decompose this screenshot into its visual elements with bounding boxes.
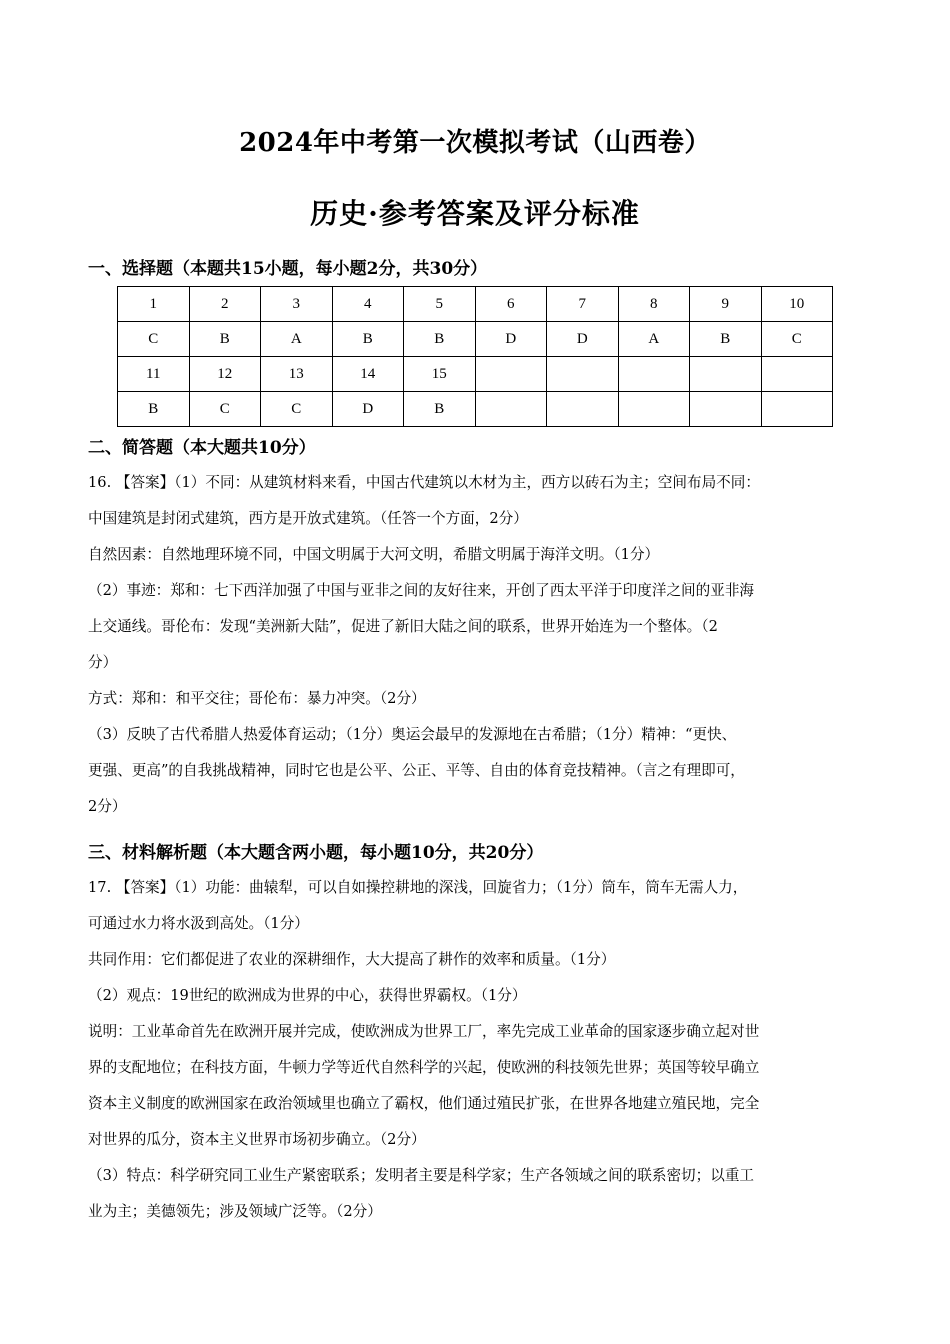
question-number-cell	[690, 357, 762, 392]
answer-line: 分）	[88, 654, 118, 671]
section-2-heading: 二、简答题（本大题共10分）	[88, 438, 316, 458]
question-number-cell: 8	[618, 287, 690, 322]
answer-cell: B	[404, 322, 476, 357]
answer-cell	[547, 392, 619, 427]
answer-cell	[475, 392, 547, 427]
answer-cell: C	[761, 322, 833, 357]
question-number-cell	[618, 357, 690, 392]
question-number-cell	[547, 357, 619, 392]
answer-cell: B	[404, 392, 476, 427]
answer-line: （2）观点：19世纪的欧洲成为世界的中心，获得世界霸权。（1分）	[88, 987, 527, 1004]
question-number-cell: 2	[189, 287, 261, 322]
question-number-cell: 7	[547, 287, 619, 322]
answer-cell: A	[261, 322, 333, 357]
section-3-heading: 三、材料解析题（本大题含两小题，每小题10分，共20分）	[88, 843, 544, 863]
answer-line: （3）反映了古代希腊人热爱体育运动；（1分）奥运会最早的发源地在古希腊；（1分）精神：“更快、	[88, 726, 737, 743]
answer-cell: C	[189, 392, 261, 427]
exam-title: 2024年中考第一次模拟考试（山西卷）	[239, 128, 711, 158]
table-row	[118, 322, 833, 357]
question-16-answer	[88, 465, 863, 825]
question-number-cell: 4	[332, 287, 404, 322]
answer-line: 上交通线。哥伦布：发现“美洲新大陆”，促进了新旧大陆之间的联系，世界开始连为一个整体。（2	[88, 618, 718, 635]
answer-line: 对世界的瓜分，资本主义世界市场初步确立。（2分）	[88, 1131, 426, 1148]
answer-cell: A	[618, 322, 690, 357]
answer-cell: C	[118, 322, 190, 357]
answer-line: 17. 【答案】（1）功能：曲辕犁，可以自如操控耕地的深浅，回旋省力；（1分）筒车，筒车无需人力，	[88, 879, 748, 896]
answer-cell: C	[261, 392, 333, 427]
answer-line: 说明：工业革命首先在欧洲开展并完成，使欧洲成为世界工厂，率先完成工业革命的国家逐步确立起对世	[88, 1023, 760, 1040]
answer-key-subtitle: 历史·参考答案及评分标准	[310, 197, 640, 230]
answer-cell: B	[690, 322, 762, 357]
table-row	[118, 392, 833, 427]
answer-cell: B	[189, 322, 261, 357]
question-number-cell: 14	[332, 357, 404, 392]
answer-line: 共同作用：它们都促进了农业的深耕细作，大大提高了耕作的效率和质量。（1分）	[88, 951, 616, 968]
answer-line: 中国建筑是封闭式建筑，西方是开放式建筑。（任答一个方面，2分）	[88, 510, 528, 527]
answer-line: 自然因素：自然地理环境不同，中国文明属于大河文明，希腊文明属于海洋文明。（1分）	[88, 546, 660, 563]
answer-line: 可通过水力将水汲到高处。（1分）	[88, 915, 309, 932]
question-number-cell: 1	[118, 287, 190, 322]
question-number-cell: 13	[261, 357, 333, 392]
answer-cell: D	[475, 322, 547, 357]
answer-line: （3）特点：科学研究同工业生产紧密联系；发明者主要是科学家；生产各领域之间的联系密切；以重工	[88, 1167, 755, 1184]
answer-line: 2分）	[88, 798, 127, 815]
question-number-cell: 3	[261, 287, 333, 322]
answer-cell: D	[332, 392, 404, 427]
answer-cell	[690, 392, 762, 427]
question-number-cell: 9	[690, 287, 762, 322]
question-number-cell: 11	[118, 357, 190, 392]
question-number-cell: 10	[761, 287, 833, 322]
answer-cell	[618, 392, 690, 427]
answer-cell: B	[118, 392, 190, 427]
answer-cell: B	[332, 322, 404, 357]
answer-cell: D	[547, 322, 619, 357]
answer-line: （2）事迹：郑和：七下西洋加强了中国与亚非之间的友好往来，开创了西太平洋于印度洋之间的亚非海	[88, 582, 755, 599]
answer-line: 更强、更高”的自我挑战精神，同时它也是公平、公正、平等、自由的体育竞技精神。（言之有理即可，	[88, 762, 745, 779]
question-number-cell	[761, 357, 833, 392]
table-row	[118, 287, 833, 322]
question-number-cell: 5	[404, 287, 476, 322]
answer-cell	[761, 392, 833, 427]
answer-line: 业为主；美德领先；涉及领域广泛等。（2分）	[88, 1203, 382, 1220]
table-row	[118, 357, 833, 392]
answer-line: 方式：郑和：和平交往；哥伦布：暴力冲突。（2分）	[88, 690, 426, 707]
question-number-cell: 6	[475, 287, 547, 322]
question-number-cell: 15	[404, 357, 476, 392]
question-17-answer	[88, 870, 863, 1230]
question-number-cell: 12	[189, 357, 261, 392]
question-number-cell	[475, 357, 547, 392]
answer-line: 资本主义制度的欧洲国家在政治领域里也确立了霸权，他们通过殖民扩张，在世界各地建立殖民地，完全	[88, 1095, 760, 1112]
answer-table	[117, 286, 833, 427]
answer-line: 16. 【答案】（1）不同：从建筑材料来看，中国古代建筑以木材为主，西方以砖石为主；空间布局不同：	[88, 474, 760, 491]
answer-line: 界的支配地位；在科技方面，牛顿力学等近代自然科学的兴起，使欧洲的科技领先世界；英国等较早确立	[88, 1059, 760, 1076]
section-1-heading: 一、选择题（本题共15小题，每小题2分，共30分）	[88, 259, 488, 279]
